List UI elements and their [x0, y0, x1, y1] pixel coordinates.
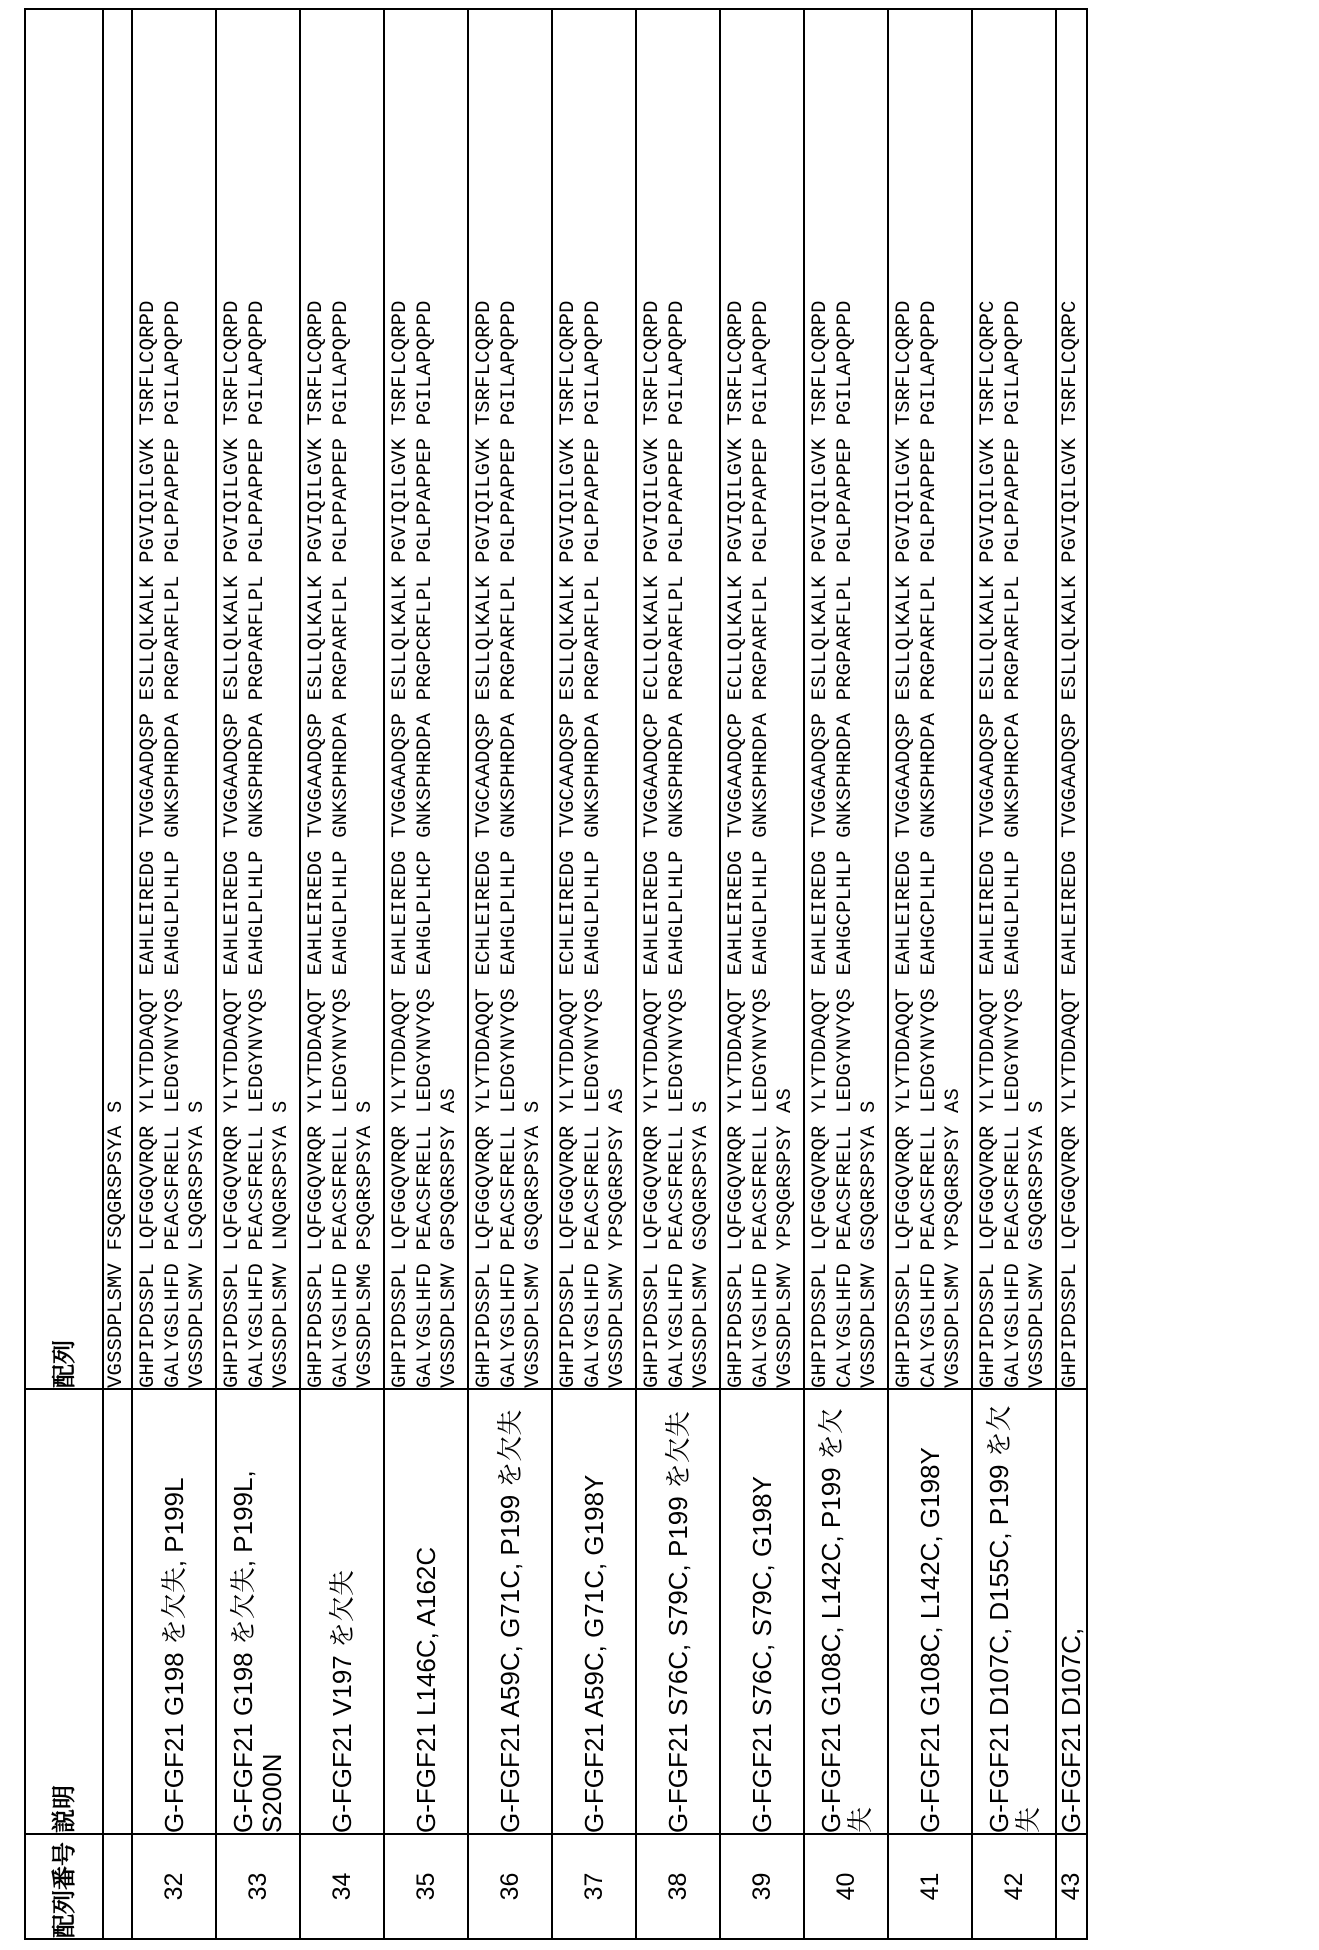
- sequence-line: GALYGSLHFD PEACSFRELL LEDGYNVYQS EAHGLPLHLP GNKSPHRDPA PRGPARFLPL PGLPPAPPEP PGILAPQPPD: [245, 300, 269, 1388]
- sequence-line: GHPIPDSSPL LQFGGQVRQR YLYTDDAQQT EAHLEIREDG TVGGAADQSP ESLLQLKALK PGVIQILGVK TSRFLCQRPD: [389, 300, 413, 1388]
- sequence-table: [24, 8, 1088, 1940]
- description: G-FGF21 A59C, G71C, P199 を欠失: [468, 1389, 552, 1834]
- sequence-line: VGSSDPLSMV GPSQGRSPSY AS: [438, 1087, 462, 1388]
- sequence-line: GALYGSLHFD PEACSFRELL LEDGYNVYQS EAHGLPLHCP GNKSPHRDPA PRGPCRFLPL PGLPPAPPEP PGILAPQPPD: [413, 300, 437, 1388]
- table-row: [384, 9, 468, 1939]
- table-row: [636, 9, 720, 1939]
- table-row: [468, 9, 552, 1939]
- sequence-line: CALYGSLHFD PEACSFRELL LEDGYNVYQS EAHGCPLHLP GNKSPHRDPA PRGPARFLPL PGLPPAPPEP PGILAPQPPD: [833, 300, 857, 1388]
- seq-id: 42: [972, 1834, 1056, 1939]
- seq-id: 36: [468, 1834, 552, 1939]
- seq-id: 34: [300, 1834, 384, 1939]
- header-row: [25, 9, 103, 1939]
- seq-id: 40: [804, 1834, 888, 1939]
- seq-id: 41: [888, 1834, 972, 1939]
- sequence-line: GHPIPDSSPL LQFGGQVRQR YLYTDDAQQT EAHLEIREDG TVGGAADQSP ESLLQLKALK PGVIQILGVK TSRFLCQRPD: [305, 300, 329, 1388]
- description: G-FGF21 D107C, D155C, P199 を欠失: [972, 1389, 1056, 1834]
- table-row: [216, 9, 300, 1939]
- continuation-id-cell: [103, 1834, 132, 1939]
- sequence-cell: [804, 9, 888, 1389]
- sequence-cell: [1056, 9, 1087, 1389]
- header-sequence: 配列: [25, 9, 103, 1389]
- table-row: [888, 9, 972, 1939]
- table-row: [300, 9, 384, 1939]
- seq-id: 37: [552, 1834, 636, 1939]
- seq-id: 33: [216, 1834, 300, 1939]
- sequence-line: GHPIPDSSPL LQFGGQVRQR YLYTDDAQQT EAHLEIREDG TVGGAADQCP ECLLQLKALK PGVIQILGVK TSRFLCQRPD: [725, 300, 749, 1388]
- description: G-FGF21 S76C, S79C, G198Y: [720, 1389, 804, 1834]
- sequence-line: GHPIPDSSPL LQFGGQVRQR YLYTDDAQQT EAHLEIREDG TVGGAADQCP ECLLQLKALK PGVIQILGVK TSRFLCQRPD: [641, 300, 665, 1388]
- sequence-line: VGSSDPLSMV YPSQGRSPSY AS: [942, 1087, 966, 1388]
- rotated-page: [24, 10, 1319, 1940]
- description: G-FGF21 V197 を欠失: [300, 1389, 384, 1834]
- sequence-cell: [132, 9, 216, 1389]
- description: G-FGF21 L146C, A162C: [384, 1389, 468, 1834]
- table-row: [1056, 9, 1087, 1939]
- sequence-cell: [468, 9, 552, 1389]
- sequence-line: VGSSDPLSMV YPSQGRSPSY AS: [606, 1087, 630, 1388]
- table-row: [132, 9, 216, 1939]
- description: G-FGF21 A59C, G71C, G198Y: [552, 1389, 636, 1834]
- sequence-line: VGSSDPLSMG PSQGRSPSYA S: [354, 1100, 378, 1388]
- sequence-line: VGSSDPLSMV GSQGRSPSYA S: [522, 1100, 546, 1388]
- sequence-cell: [552, 9, 636, 1389]
- sequence-line: VGSSDPLSMV YPSQGRSPSY AS: [774, 1087, 798, 1388]
- table-row: [972, 9, 1056, 1939]
- sequence-line: GHPIPDSSPL LQFGGQVRQR YLYTDDAQQT EAHLEIREDG TVGGAADQSP ESLLQLKALK PGVIQILGVK TSRFLCQRPD: [809, 300, 833, 1388]
- header-description: 説明: [25, 1389, 103, 1834]
- description: G-FGF21 G198 を欠失, P199L, S200N: [216, 1389, 300, 1834]
- sequence-line: GHPIPDSSPL LQFGGQVRQR YLYTDDAQQT ECHLEIREDG TVGCAADQSP ESLLQLKALK PGVIQILGVK TSRFLCQRPD: [557, 300, 581, 1388]
- description: G-FGF21 S76C, S79C, P199 を欠失: [636, 1389, 720, 1834]
- sequence-line: GHPIPDSSPL LQFGGQVRQR YLYTDDAQQT EAHLEIREDG TVGGAADQSP ESLLQLKALK PGVIQILGVK TSRFLCQRPD: [893, 300, 917, 1388]
- sequence-cell: [720, 9, 804, 1389]
- sequence-line: VGSSDPLSMV GSQGRSPSYA S: [1026, 1100, 1050, 1388]
- sequence-line: GHPIPDSSPL LQFGGQVRQR YLYTDDAQQT ECHLEIREDG TVGCAADQSP ESLLQLKALK PGVIQILGVK TSRFLCQRPD: [473, 300, 497, 1388]
- sequence-cell: [972, 9, 1056, 1389]
- continuation-desc-cell: [103, 1389, 132, 1834]
- header-seq-id: 配列番号: [25, 1834, 103, 1939]
- sequence-line: GALYGSLHFD PEACSFRELL LEDGYNVYQS EAHGLPLHLP GNKSPHRDPA PRGPARFLPL PGLPPAPPEP PGILAPQPPD: [665, 300, 689, 1388]
- seq-id: 39: [720, 1834, 804, 1939]
- sequence-line: GHPIPDSSPL LQFGGQVRQR YLYTDDAQQT EAHLEIREDG TVGGAADQSP ESLLQLKALK PGVIQILGVK TSRFLCQRPD: [221, 300, 245, 1388]
- sequence-cell: [384, 9, 468, 1389]
- seq-id: 43: [1056, 1834, 1087, 1939]
- sequence-line: GHPIPDSSPL LQFGGQVRQR YLYTDDAQQT EAHLEIREDG TVGGAADQSP ESLLQLKALK PGVIQILGVK TSRFLCQRPC: [977, 300, 1001, 1388]
- sequence-line: GHPIPDSSPL LQFGGQVRQR YLYTDDAQQT EAHLEIREDG TVGGAADQSP ESLLQLKALK PGVIQILGVK TSRFLCQRPD: [137, 300, 161, 1388]
- seq-id: 32: [132, 1834, 216, 1939]
- sequence-line: GALYGSLHFD PEACSFRELL LEDGYNVYQS EAHGLPLHLP GNKSPHRDPA PRGPARFLPL PGLPPAPPEP PGILAPQPPD: [161, 300, 185, 1388]
- sequence-line: GALYGSLHFD PEACSFRELL LEDGYNVYQS EAHGLPLHLP GNKSPHRDPA PRGPARFLPL PGLPPAPPEP PGILAPQPPD: [581, 300, 605, 1388]
- sequence-cell: [888, 9, 972, 1389]
- description: G-FGF21 G108C, L142C, G198Y: [888, 1389, 972, 1834]
- sequence-line: VGSSDPLSMV GSQGRSPSYA S: [690, 1100, 714, 1388]
- table-row: [720, 9, 804, 1939]
- description: G-FGF21 D107C,: [1056, 1389, 1087, 1834]
- sequence-cell: [636, 9, 720, 1389]
- sequence-cell: [216, 9, 300, 1389]
- continuation-sequence: VGSSDPLSMV FSQGRSPSYA S: [103, 9, 132, 1389]
- description: G-FGF21 G198 を欠失, P199L: [132, 1389, 216, 1834]
- table-row: [804, 9, 888, 1939]
- continuation-row: [103, 9, 132, 1939]
- seq-id: 35: [384, 1834, 468, 1939]
- sequence-line: VGSSDPLSMV GSQGRSPSYA S: [858, 1100, 882, 1388]
- table-row: [552, 9, 636, 1939]
- sequence-line: CALYGSLHFD PEACSFRELL LEDGYNVYQS EAHGCPLHLP GNKSPHRDPA PRGPARFLPL PGLPPAPPEP PGILAPQPPD: [917, 300, 941, 1388]
- sequence-cell: [300, 9, 384, 1389]
- description: G-FGF21 G108C, L142C, P199 を欠失: [804, 1389, 888, 1834]
- sequence-line: GALYGSLHFD PEACSFRELL LEDGYNVYQS EAHGLPLHLP GNKSPHRDPA PRGPARFLPL PGLPPAPPEP PGILAPQPPD: [749, 300, 773, 1388]
- sequence-line: VGSSDPLSMV LSQGRSPSYA S: [186, 1100, 210, 1388]
- sequence-line: GALYGSLHFD PEACSFRELL LEDGYNVYQS EAHGLPLHLP GNKSPHRDPA PRGPARFLPL PGLPPAPPEP PGILAPQPPD: [497, 300, 521, 1388]
- seq-id: 38: [636, 1834, 720, 1939]
- sequence-line: VGSSDPLSMV LNQGRSPSYA S: [270, 1100, 294, 1388]
- sequence-line: GALYGSLHFD PEACSFRELL LEDGYNVYQS EAHGLPLHLP GNKSPHRCPA PRGPARFLPL PGLPPAPPEP PGILAPQPPD: [1001, 300, 1025, 1388]
- sequence-line: GALYGSLHFD PEACSFRELL LEDGYNVYQS EAHGLPLHLP GNKSPHRDPA PRGPARFLPL PGLPPAPPEP PGILAPQPPD: [329, 300, 353, 1388]
- sequence-line: GHPIPDSSPL LQFGGQVRQR YLYTDDAQQT EAHLEIREDG TVGGAADQSP ESLLQLKALK PGVIQILGVK TSRFLCQRPC: [1059, 300, 1083, 1388]
